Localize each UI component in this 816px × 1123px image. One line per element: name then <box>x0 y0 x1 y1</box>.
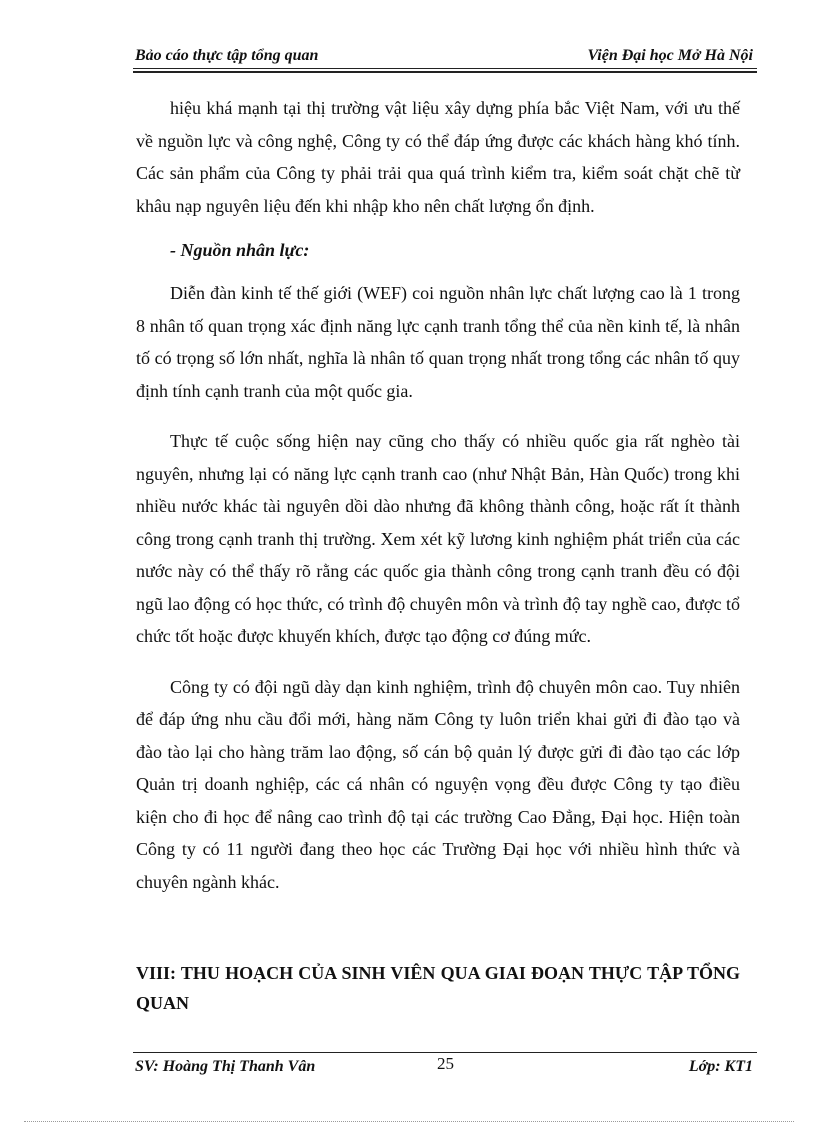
footer-class: Lớp: KT1 <box>688 1058 753 1075</box>
footer-student-name: SV: Hoàng Thị Thanh Vân <box>135 1058 316 1075</box>
paragraph-company-staff: Công ty có đội ngũ dày dạn kinh nghiệm, trình độ chuyên môn cao. Tuy nhiên để đáp ứng nhu cầu đổi mới, hàng năm Công ty luôn triển khai gửi đi đào tạo và đào tào lại cho hàng trăm lao động, số cán bộ quản lý được gửi đi đào tạo các lớp Quản trị doanh nghiệp, các cá nhân có nguyện vọng đều được Công ty tạo điều kiện cho đi học để nâng cao trình độ tại các trường Cao Đẳng, Đại học. Hiện toàn Công ty có 11 người đang theo học các Trường Đại học với nhiều hình thức và chuyên ngành khác. <box>136 676 740 892</box>
page-footer <box>133 1056 757 1078</box>
page-bottom-dotted-border <box>24 1121 794 1122</box>
subheading-human-resources: - Nguồn nhân lực: <box>170 240 310 260</box>
page-number: 25 <box>437 1054 454 1073</box>
header-rule-thin <box>133 68 757 69</box>
paragraph-product-quality: hiệu khá mạnh tại thị trường vật liệu xây dựng phía bắc Việt Nam, với ưu thế về nguồn lực và công nghệ, Công ty có thể đáp ứng được các khách hàng khó tính. Các sản phẩm của Công ty phải trải qua quá trình kiểm tra, kiểm soát chặt chẽ từ khâu nạp nguyên liệu đến khi nhập kho nên chất lượng ổn định. <box>136 98 740 216</box>
header-report-title: Bảo cáo thực tập tổng quan <box>135 47 319 64</box>
document-body <box>136 92 740 916</box>
paragraph-wef: Diễn đàn kinh tế thế giới (WEF) coi nguồn nhân lực chất lượng cao là 1 trong 8 nhân tố quan trọng xác định năng lực cạnh tranh tổng thể của nền kinh tế, là nhân tố có trọng số lớn nhất, nghĩa là nhân tố quan trọng nhất trong tổng các nhân tố quy định tính cạnh tranh của một quốc gia. <box>136 283 740 401</box>
section-title: VIII: THU HOẠCH CỦA SINH VIÊN QUA GIAI ĐOẠN THỰC TẬP TỔNG QUAN <box>136 963 740 1013</box>
page-header <box>133 44 757 66</box>
header-institution: Viện Đại học Mở Hà Nội <box>587 47 753 64</box>
header-rule-thick <box>133 71 757 73</box>
footer-rule <box>133 1052 757 1053</box>
paragraph-national-competitiveness: Thực tế cuộc sống hiện nay cũng cho thấy có nhiều quốc gia rất nghèo tài nguyên, nhưng lại có năng lực cạnh tranh cao (như Nhật Bản, Hàn Quốc) trong khi nhiều nước khác tài nguyên dồi dào nhưng đã không thành công, hoặc rất ít thành công trong cạnh tranh thị trường. Xem xét kỹ lương kinh nghiệm phát triển của các nước này có thể thấy rõ rằng các quốc gia thành công trong cạnh tranh đều có đội ngũ lao động có học thức, có trình độ chuyên môn và trình độ tay nghề cao, được tổ chức tốt hoặc được khuyến khích, được tạo động cơ đúng mức. <box>136 431 740 646</box>
